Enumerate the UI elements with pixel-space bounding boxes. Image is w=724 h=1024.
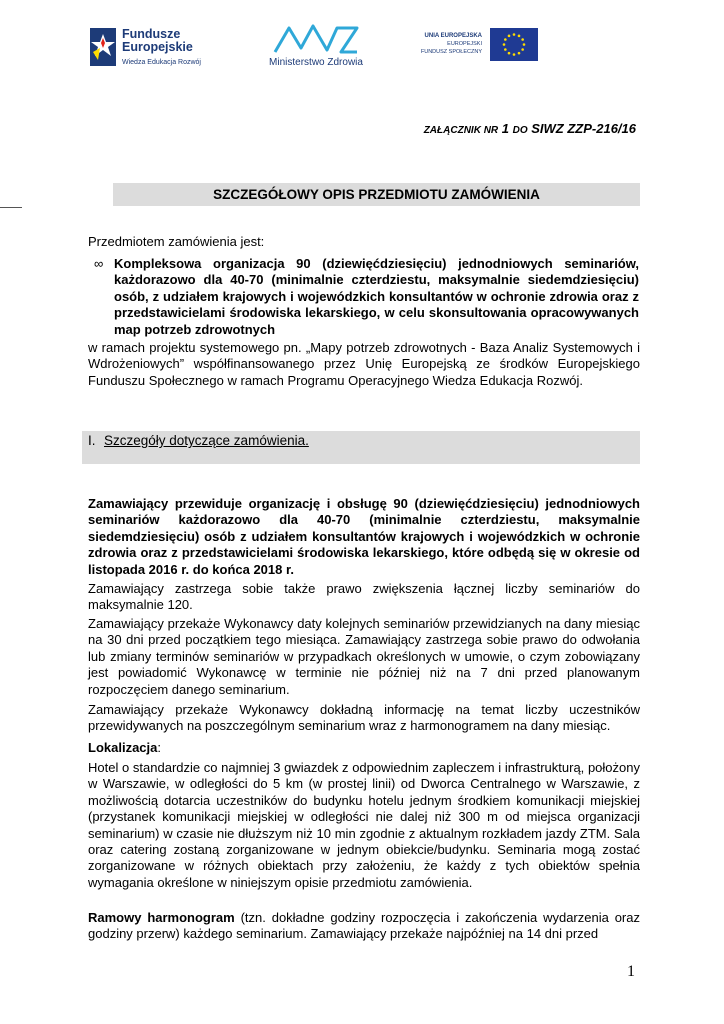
project-paragraph: w ramach projektu systemowego pn. „Mapy potrzeb zdrowotnych - Baza Analiz Systemowych i Wdrożeniowych” współfinansowanego przez Unię Europejską ze środków Europejskiego Funduszu Społecznego w ramach Programu Operacyjnego Wiedza Edukacja Rozwój. — [88, 340, 640, 388]
annex-do: DO — [512, 125, 528, 136]
paragraph-location: Hotel o standardzie co najmniej 3 gwiazdek z odpowiednim zapleczem i infrastrukturą, położony w Warszawie, w odległości do 5 km (w prostej linii) od Dworca Centralnego w Warszawie, z możliwością dotarcia uczestników do budynku hotelu jednym środkiem komunikacji miejskiej (przystanek komunikacji miejskiej w odległości nie dalej niż 300 m od miejsca organizacji seminarium) w czasie nie dłuższym niż 10 min zgodnie z aktualnym rozkładem jazdy ZTM. Sala oraz catering zostaną zorganizowane w jednym obiekcie/budynku. Seminaria mogą zostać zorganizowane w różnych obiektach przy założeniu, że każdy z tych obiektów spełnia wymagania określone w niniejszym opisie przedmiotu zamówienia. — [88, 760, 640, 890]
section-title: Szczegóły dotyczące zamówienia. — [104, 433, 309, 448]
eu-star-icon — [521, 38, 524, 41]
paragraph-2: Zamawiający zastrzega sobie także prawo zwiększenia łącznej liczby seminariów do maksymalnie 120. — [88, 581, 640, 613]
intro-text: Przedmiotem zamówienia jest: — [88, 234, 265, 249]
location-label: Lokalizacja — [88, 740, 158, 755]
eu-star-icon — [513, 53, 516, 56]
location-heading — [88, 740, 640, 756]
eu-logo-line1: UNIA EUROPEJSKA — [424, 33, 482, 39]
mz-logo-text: Ministerstwo Zdrowia — [269, 57, 363, 68]
paragraph-3: Zamawiający przekaże Wykonawcy daty kolejnych seminariów przewidzianych na dany miesiąc na 30 dni przed początkiem tego miesiąca. Zamawiający zastrzega sobie prawo do odwołania lub zmiany terminów seminariów w przypadkach określonych w umowie, o czym zobowiązany jest powiadomić Wykonawcę w terminie nie później niż na 7 dni przed planowanym rozpoczęciem danego seminarium. — [88, 616, 640, 697]
fe-logo-line1: Fundusze — [122, 27, 181, 41]
paragraph-schedule — [88, 910, 640, 943]
annex-prefix: ZAŁĄCZNIK NR — [423, 125, 499, 136]
eu-logo-line2: EUROPEJSKI — [447, 41, 482, 47]
eu-star-icon — [513, 33, 516, 36]
fe-logo-line2: Europejskie — [122, 40, 193, 54]
annex-ref: SIWZ ZZP-216/16 — [531, 121, 636, 136]
annex-reference — [424, 121, 636, 136]
eu-star-icon — [503, 43, 506, 46]
eu-flag-icon — [490, 28, 538, 61]
margin-mark — [0, 207, 22, 208]
eu-star-icon — [521, 48, 524, 51]
eu-logo-line3: FUNDUSZ SPOŁECZNY — [420, 49, 482, 55]
eu-star-icon — [508, 52, 511, 55]
eu-star-icon — [523, 43, 526, 46]
schedule-label: Ramowy harmonogram — [88, 910, 235, 925]
eu-star-icon — [508, 35, 511, 38]
ministerstwo-zdrowia-logo — [266, 22, 366, 72]
fundusze-europejskie-logo — [90, 26, 220, 70]
fe-logo-line3: Wiedza Edukacja Rozwój — [122, 59, 201, 66]
unia-europejska-logo — [418, 28, 538, 64]
bullet-infinity-icon: ∞ — [94, 256, 104, 271]
eu-star-icon — [518, 52, 521, 55]
section-header — [82, 431, 640, 464]
schedule-text: (tzn. dokładne godziny rozpoczęcia i zakończenia wydarzenia oraz godziny przerw) każdego seminarium. Zamawiający przekaże najpóźniej na 14 dni przed — [88, 910, 640, 942]
paragraph-4: Zamawiający przekaże Wykonawcy dokładną informację na temat liczby uczestników przewidywanych na poszczególnym seminarium wraz z harmonogramem na dany miesiąc. — [88, 702, 640, 734]
section-number: I. — [88, 433, 96, 448]
page-number: 1 — [627, 963, 635, 980]
eu-star-icon — [518, 35, 521, 38]
eu-star-icon — [504, 48, 507, 51]
location-colon: : — [157, 740, 161, 755]
bullet-text: Kompleksowa organizacja 90 (dziewięćdziesięciu) jednodniowych seminariów, każdorazowo dla 40-70 (minimalnie czterdziestu, maksymalnie siedemdziesięciu) osób, z udziałem krajowych i wojewódzkich konsultantów w ochronie zdrowia oraz z przedstawicielami środowiska lekarskiego, w celu skonsultowania opracowywanych map potrzeb zdrowotnych — [114, 256, 639, 337]
eu-star-icon — [504, 38, 507, 41]
paragraph-1: Zamawiający przewiduje organizację i obsługę 90 (dziewięćdziesięciu) jednodniowych seminariów każdorazowo dla 40-70 (minimalnie czterdziestu, maksymalnie siedemdziesięciu) osób z udziałem konsultantów krajowych i wojewódzkich w ochronie zdrowia oraz z przedstawicielami środowiska lekarskiego, które odbędą się w okresie od listopada 2016 r. do końca 2018 r. — [88, 496, 640, 577]
annex-number: 1 — [501, 121, 509, 136]
mz-wave-icon — [271, 22, 361, 56]
eu-stars-icon — [490, 28, 538, 61]
fe-star-icon — [90, 28, 118, 66]
document-title: SZCZEGÓŁOWY OPIS PRZEDMIOTU ZAMÓWIENIA — [113, 183, 640, 206]
